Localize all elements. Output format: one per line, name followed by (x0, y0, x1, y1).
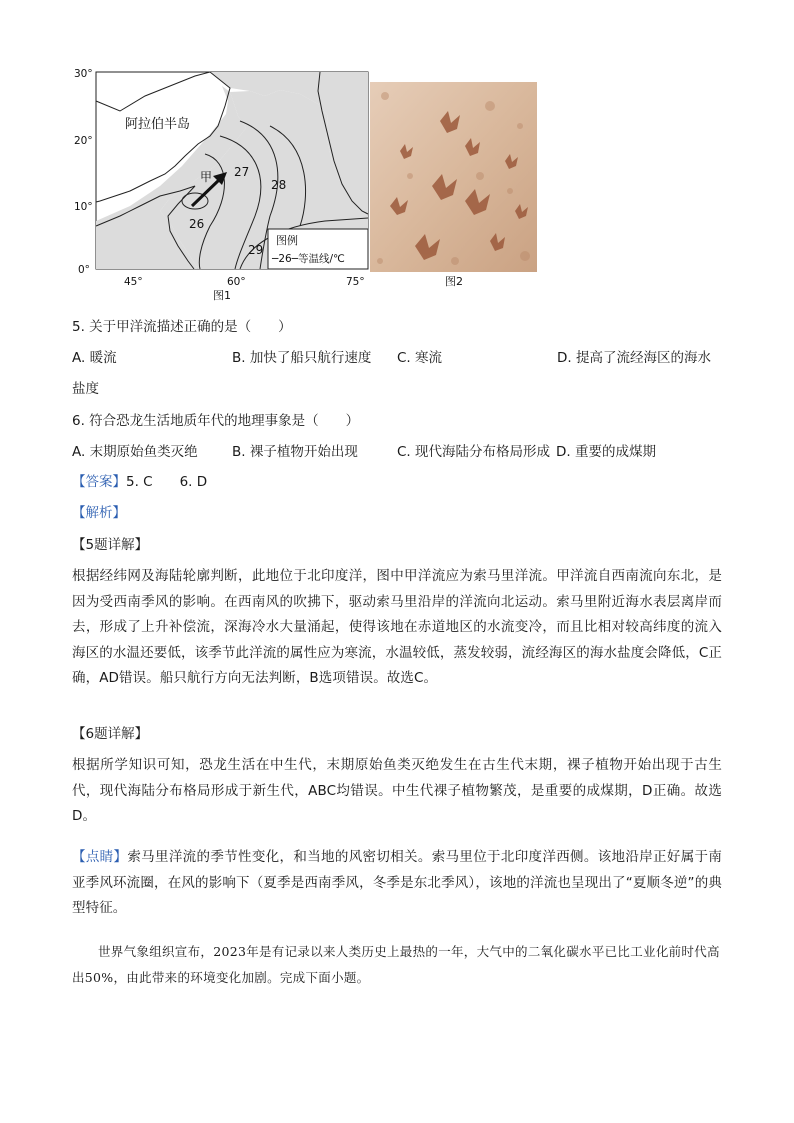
lat-label-0: 0° (78, 264, 90, 276)
dianjing-label: 【点睛】 (72, 849, 128, 865)
footprints-photo (370, 82, 537, 272)
q6-option-d: D. 重要的成煤期 (556, 444, 656, 460)
answer-line (72, 472, 207, 492)
lat-label-20: 20° (74, 135, 93, 147)
q6-stem: 6. 符合恐龙生活地质年代的地理事象是（ ） (72, 413, 360, 429)
current-label: 甲 (200, 170, 213, 184)
lon-label-75: 75° (346, 276, 365, 288)
q5-stem: 5. 关于甲洋流描述正确的是（ ） (72, 319, 292, 335)
q5-option-c: C. 寒流 (397, 350, 443, 366)
q5-option-d: D. 提高了流经海区的海水 (557, 350, 711, 366)
lon-label-60: 60° (227, 276, 246, 288)
figure-area (70, 66, 540, 306)
region-label: 阿拉伯半岛 (125, 117, 191, 132)
next-question-intro: 世界气象组织宣布，2023年是有记录以来人类历史上最热的一年，大气中的二氧化碳水平已比工业化前时代高出50%，由此带来的环境变化加剧。完成下面小题。 (72, 944, 720, 985)
answer-text: 5. C 6. D (126, 474, 208, 490)
detail6-label: 【6题详解】 (72, 726, 149, 742)
figure1-caption: 图1 (213, 289, 231, 302)
isotherm-label-29: 29 (248, 243, 264, 257)
lon-label-45: 45° (124, 276, 143, 288)
dianjing-text: 索马里洋流的季节性变化，和当地的风密切相关。索马里位于北印度洋西侧。该地沿岸正好属于南亚季风环流圈，在风的影响下（夏季是西南季风，冬季是东北季风），该地的洋流也呈现出了“夏顺冬逆”的典型特征。 (72, 849, 722, 916)
isotherm-label-28: 28 (271, 178, 287, 192)
q6-option-b: B. 裸子植物开始出现 (232, 444, 358, 460)
isotherm-label-26: 26 (189, 217, 205, 231)
figure2-caption: 图2 (445, 275, 463, 288)
detail6-text: 根据所学知识可知，恐龙生活在中生代，末期原始鱼类灭绝发生在古生代末期，裸子植物开始出现于古生代，现代海陆分布格局形成于新生代，ABC均错误。中生代裸子植物繁茂，是重要的成煤期，D正确。故选D。 (72, 757, 722, 824)
lat-label-10: 10° (74, 201, 93, 213)
detail5-label: 【5题详解】 (72, 537, 149, 553)
legend-item: ─26─等温线/℃ (272, 253, 345, 265)
q5-option-a: A. 暖流 (72, 350, 117, 366)
q6-option-a: A. 末期原始鱼类灭绝 (72, 444, 198, 460)
q5-option-b: B. 加快了船只航行速度 (232, 350, 372, 366)
answer-label: 【答案】 (72, 474, 126, 490)
isotherm-label-27: 27 (234, 165, 250, 179)
analysis-label: 【解析】 (72, 505, 126, 521)
figures-svg (70, 66, 540, 306)
dianjing-paragraph (72, 845, 722, 922)
detail5-text: 根据经纬网及海陆轮廓判断，此地位于北印度洋，图中甲洋流应为索马里洋流。甲洋流自西南流向东北，是因为受西南季风的影响。在西南风的吹拂下，驱动索马里沿岸的洋流向北运动。索马里附近海水表层离岸而去，形成了上升补偿流，深海冷水大量涌起，使得该地在赤道地区的水流变冷，而且比相对较高纬度的流入海区的水温还要低，该季节此洋流的属性应为寒流，水温较低，蒸发较弱，流经海区的海水盐度会降低，C正确，AD错误。船只航行方向无法判断，B选项错误。故选C。 (72, 568, 722, 686)
legend-title: 图例 (276, 234, 298, 247)
q6-option-c: C. 现代海陆分布格局形成 (397, 444, 551, 460)
q5-option-d-cont: 盐度 (72, 381, 99, 397)
lat-label-30: 30° (74, 68, 93, 80)
